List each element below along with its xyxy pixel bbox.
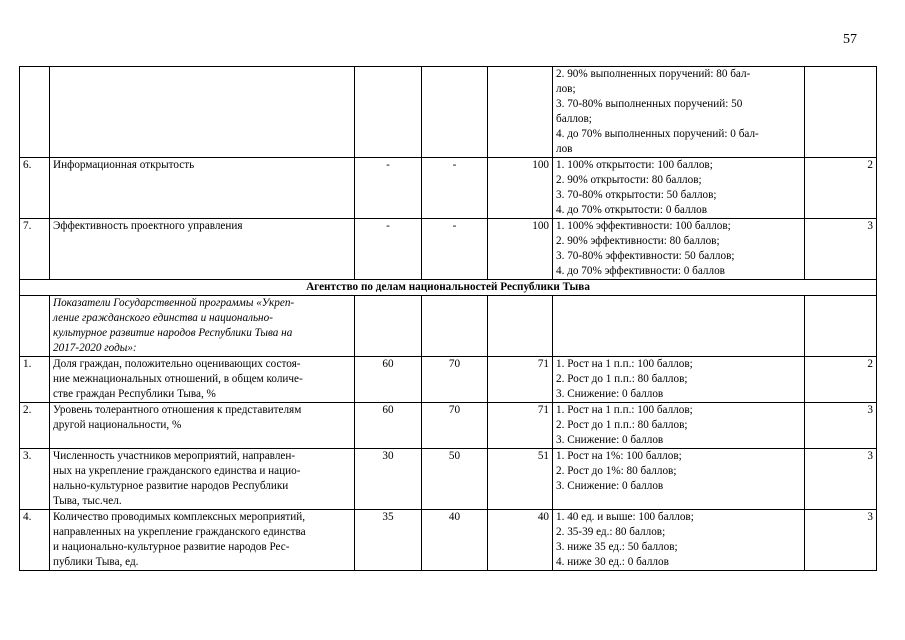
criteria-line: 1. Рост на 1%: 100 баллов; bbox=[556, 450, 682, 462]
indicator-name: Информационная открытость bbox=[50, 158, 355, 219]
table-row bbox=[20, 67, 877, 158]
indicator-name-line: Количество проводимых комплексных мероприятий, bbox=[53, 511, 306, 523]
criteria-line: 3. Снижение: 0 баллов bbox=[556, 434, 664, 446]
value-2018: 70 bbox=[422, 357, 488, 403]
criteria-line: 4. до 70% эффективности: 0 баллов bbox=[556, 265, 725, 277]
criteria-cell bbox=[553, 449, 805, 510]
program-criteria-cell bbox=[553, 296, 805, 357]
value-2019: 40 bbox=[488, 510, 553, 571]
row-number: 3. bbox=[20, 449, 50, 510]
indicator-name-line: ние межнациональных отношений, в общем количе- bbox=[53, 373, 303, 385]
criteria-line: 3. ниже 35 ед.: 50 баллов; bbox=[556, 541, 678, 553]
indicator-name bbox=[50, 403, 355, 449]
score bbox=[805, 67, 877, 158]
value-2018: 70 bbox=[422, 403, 488, 449]
section-title: Агентство по делам национальностей Республики Тыва bbox=[20, 280, 877, 296]
criteria-line: 4. до 70% открытости: 0 баллов bbox=[556, 204, 708, 216]
criteria-cell bbox=[553, 403, 805, 449]
table-row bbox=[20, 219, 877, 280]
indicator-name-line: Тыва, тыс.чел. bbox=[53, 495, 122, 507]
criteria-line: лов; bbox=[556, 83, 576, 95]
criteria-line: 3. 70-80% выполненных поручений: 50 bbox=[556, 98, 743, 110]
table-row bbox=[20, 449, 877, 510]
criteria-line: 1. 100% эффективности: 100 баллов; bbox=[556, 220, 731, 232]
score: 3 bbox=[805, 403, 877, 449]
criteria-line: 3. Снижение: 0 баллов bbox=[556, 480, 664, 492]
indicator-name bbox=[50, 357, 355, 403]
criteria-line: 4. ниже 30 ед.: 0 баллов bbox=[556, 556, 669, 568]
value-2018: - bbox=[422, 219, 488, 280]
criteria-cell bbox=[553, 510, 805, 571]
section-row bbox=[20, 280, 877, 296]
criteria-line: 3. 70-80% эффективности: 50 баллов; bbox=[556, 250, 735, 262]
table-row bbox=[20, 510, 877, 571]
criteria-line: 2. Рост до 1%: 80 баллов; bbox=[556, 465, 677, 477]
indicator-name-line: направленных на укрепление гражданского единства bbox=[53, 526, 306, 538]
table-row bbox=[20, 158, 877, 219]
row-number: 7. bbox=[20, 219, 50, 280]
program-header-line: культурное развитие народов Республики Тыва на bbox=[53, 327, 293, 339]
indicator-name bbox=[50, 67, 355, 158]
value-2017: 30 bbox=[355, 449, 422, 510]
criteria-line: 4. до 70% выполненных поручений: 0 бал- bbox=[556, 128, 759, 140]
program-header-line: ление гражданского единства и национально- bbox=[53, 312, 273, 324]
row-number: 6. bbox=[20, 158, 50, 219]
score: 3 bbox=[805, 219, 877, 280]
program-v1-cell bbox=[355, 296, 422, 357]
indicator-name-line: стве граждан Республики Тыва, % bbox=[53, 388, 216, 400]
value-2017: - bbox=[355, 219, 422, 280]
indicator-name-line: и национально-культурное развитие народов Рес- bbox=[53, 541, 290, 553]
criteria-line: 2. Рост до 1 п.п.: 80 баллов; bbox=[556, 419, 688, 431]
criteria-line: 2. 90% выполненных поручений: 80 бал- bbox=[556, 68, 751, 80]
criteria-line: 1. Рост на 1 п.п.: 100 баллов; bbox=[556, 404, 693, 416]
program-header bbox=[50, 296, 355, 357]
criteria-line: лов bbox=[556, 143, 573, 155]
row-number: 1. bbox=[20, 357, 50, 403]
value-2017: - bbox=[355, 158, 422, 219]
value-2019: 100 bbox=[488, 219, 553, 280]
criteria-line: 2. 90% эффективности: 80 баллов; bbox=[556, 235, 720, 247]
program-v3-cell bbox=[488, 296, 553, 357]
score: 2 bbox=[805, 158, 877, 219]
program-num-cell bbox=[20, 296, 50, 357]
value-2019: 51 bbox=[488, 449, 553, 510]
score: 3 bbox=[805, 510, 877, 571]
indicator-name-line: нально-культурное развитие народов Республики bbox=[53, 480, 289, 492]
criteria-line: 2. 90% открытости: 80 баллов; bbox=[556, 174, 702, 186]
indicator-name-line: Численность участников мероприятий, направлен- bbox=[53, 450, 296, 462]
indicator-name-line: публики Тыва, ед. bbox=[53, 556, 139, 568]
indicator-name-line: Уровень толерантного отношения к представителям bbox=[53, 404, 302, 416]
criteria-cell bbox=[553, 357, 805, 403]
value-2017: 35 bbox=[355, 510, 422, 571]
value-2017 bbox=[355, 67, 422, 158]
program-header-row bbox=[20, 296, 877, 357]
indicator-name-line: другой национальности, % bbox=[53, 419, 182, 431]
value-2018 bbox=[422, 67, 488, 158]
program-score-cell bbox=[805, 296, 877, 357]
row-number bbox=[20, 67, 50, 158]
value-2019: 100 bbox=[488, 158, 553, 219]
criteria-line: 1. 40 ед. и выше: 100 баллов; bbox=[556, 511, 694, 523]
value-2018: 50 bbox=[422, 449, 488, 510]
indicator-name bbox=[50, 510, 355, 571]
score: 2 bbox=[805, 357, 877, 403]
value-2018: - bbox=[422, 158, 488, 219]
program-header-line: Показатели Государственной программы «Укреп- bbox=[53, 297, 295, 309]
indicator-name-line: Доля граждан, положительно оценивающих состоя- bbox=[53, 358, 301, 370]
table-row bbox=[20, 403, 877, 449]
criteria-cell bbox=[553, 158, 805, 219]
indicator-name-line: ных на укрепление гражданского единства и нацио- bbox=[53, 465, 301, 477]
criteria-line: 2. 35-39 ед.: 80 баллов; bbox=[556, 526, 666, 538]
table-row bbox=[20, 357, 877, 403]
value-2017: 60 bbox=[355, 357, 422, 403]
value-2019: 71 bbox=[488, 357, 553, 403]
value-2019 bbox=[488, 67, 553, 158]
criteria-line: 1. Рост на 1 п.п.: 100 баллов; bbox=[556, 358, 693, 370]
criteria-line: 2. Рост до 1 п.п.: 80 баллов; bbox=[556, 373, 688, 385]
criteria-line: 3. Снижение: 0 баллов bbox=[556, 388, 664, 400]
value-2019: 71 bbox=[488, 403, 553, 449]
indicators-table bbox=[19, 66, 877, 571]
criteria-line: 3. 70-80% открытости: 50 баллов; bbox=[556, 189, 717, 201]
page-number: 57 bbox=[843, 32, 857, 47]
indicator-name: Эффективность проектного управления bbox=[50, 219, 355, 280]
value-2018: 40 bbox=[422, 510, 488, 571]
indicator-name bbox=[50, 449, 355, 510]
value-2017: 60 bbox=[355, 403, 422, 449]
row-number: 4. bbox=[20, 510, 50, 571]
criteria-line: 1. 100% открытости: 100 баллов; bbox=[556, 159, 713, 171]
criteria-cell bbox=[553, 67, 805, 158]
program-v2-cell bbox=[422, 296, 488, 357]
program-header-line: 2017-2020 годы»: bbox=[53, 342, 137, 354]
criteria-cell bbox=[553, 219, 805, 280]
score: 3 bbox=[805, 449, 877, 510]
criteria-line: баллов; bbox=[556, 113, 592, 125]
row-number: 2. bbox=[20, 403, 50, 449]
